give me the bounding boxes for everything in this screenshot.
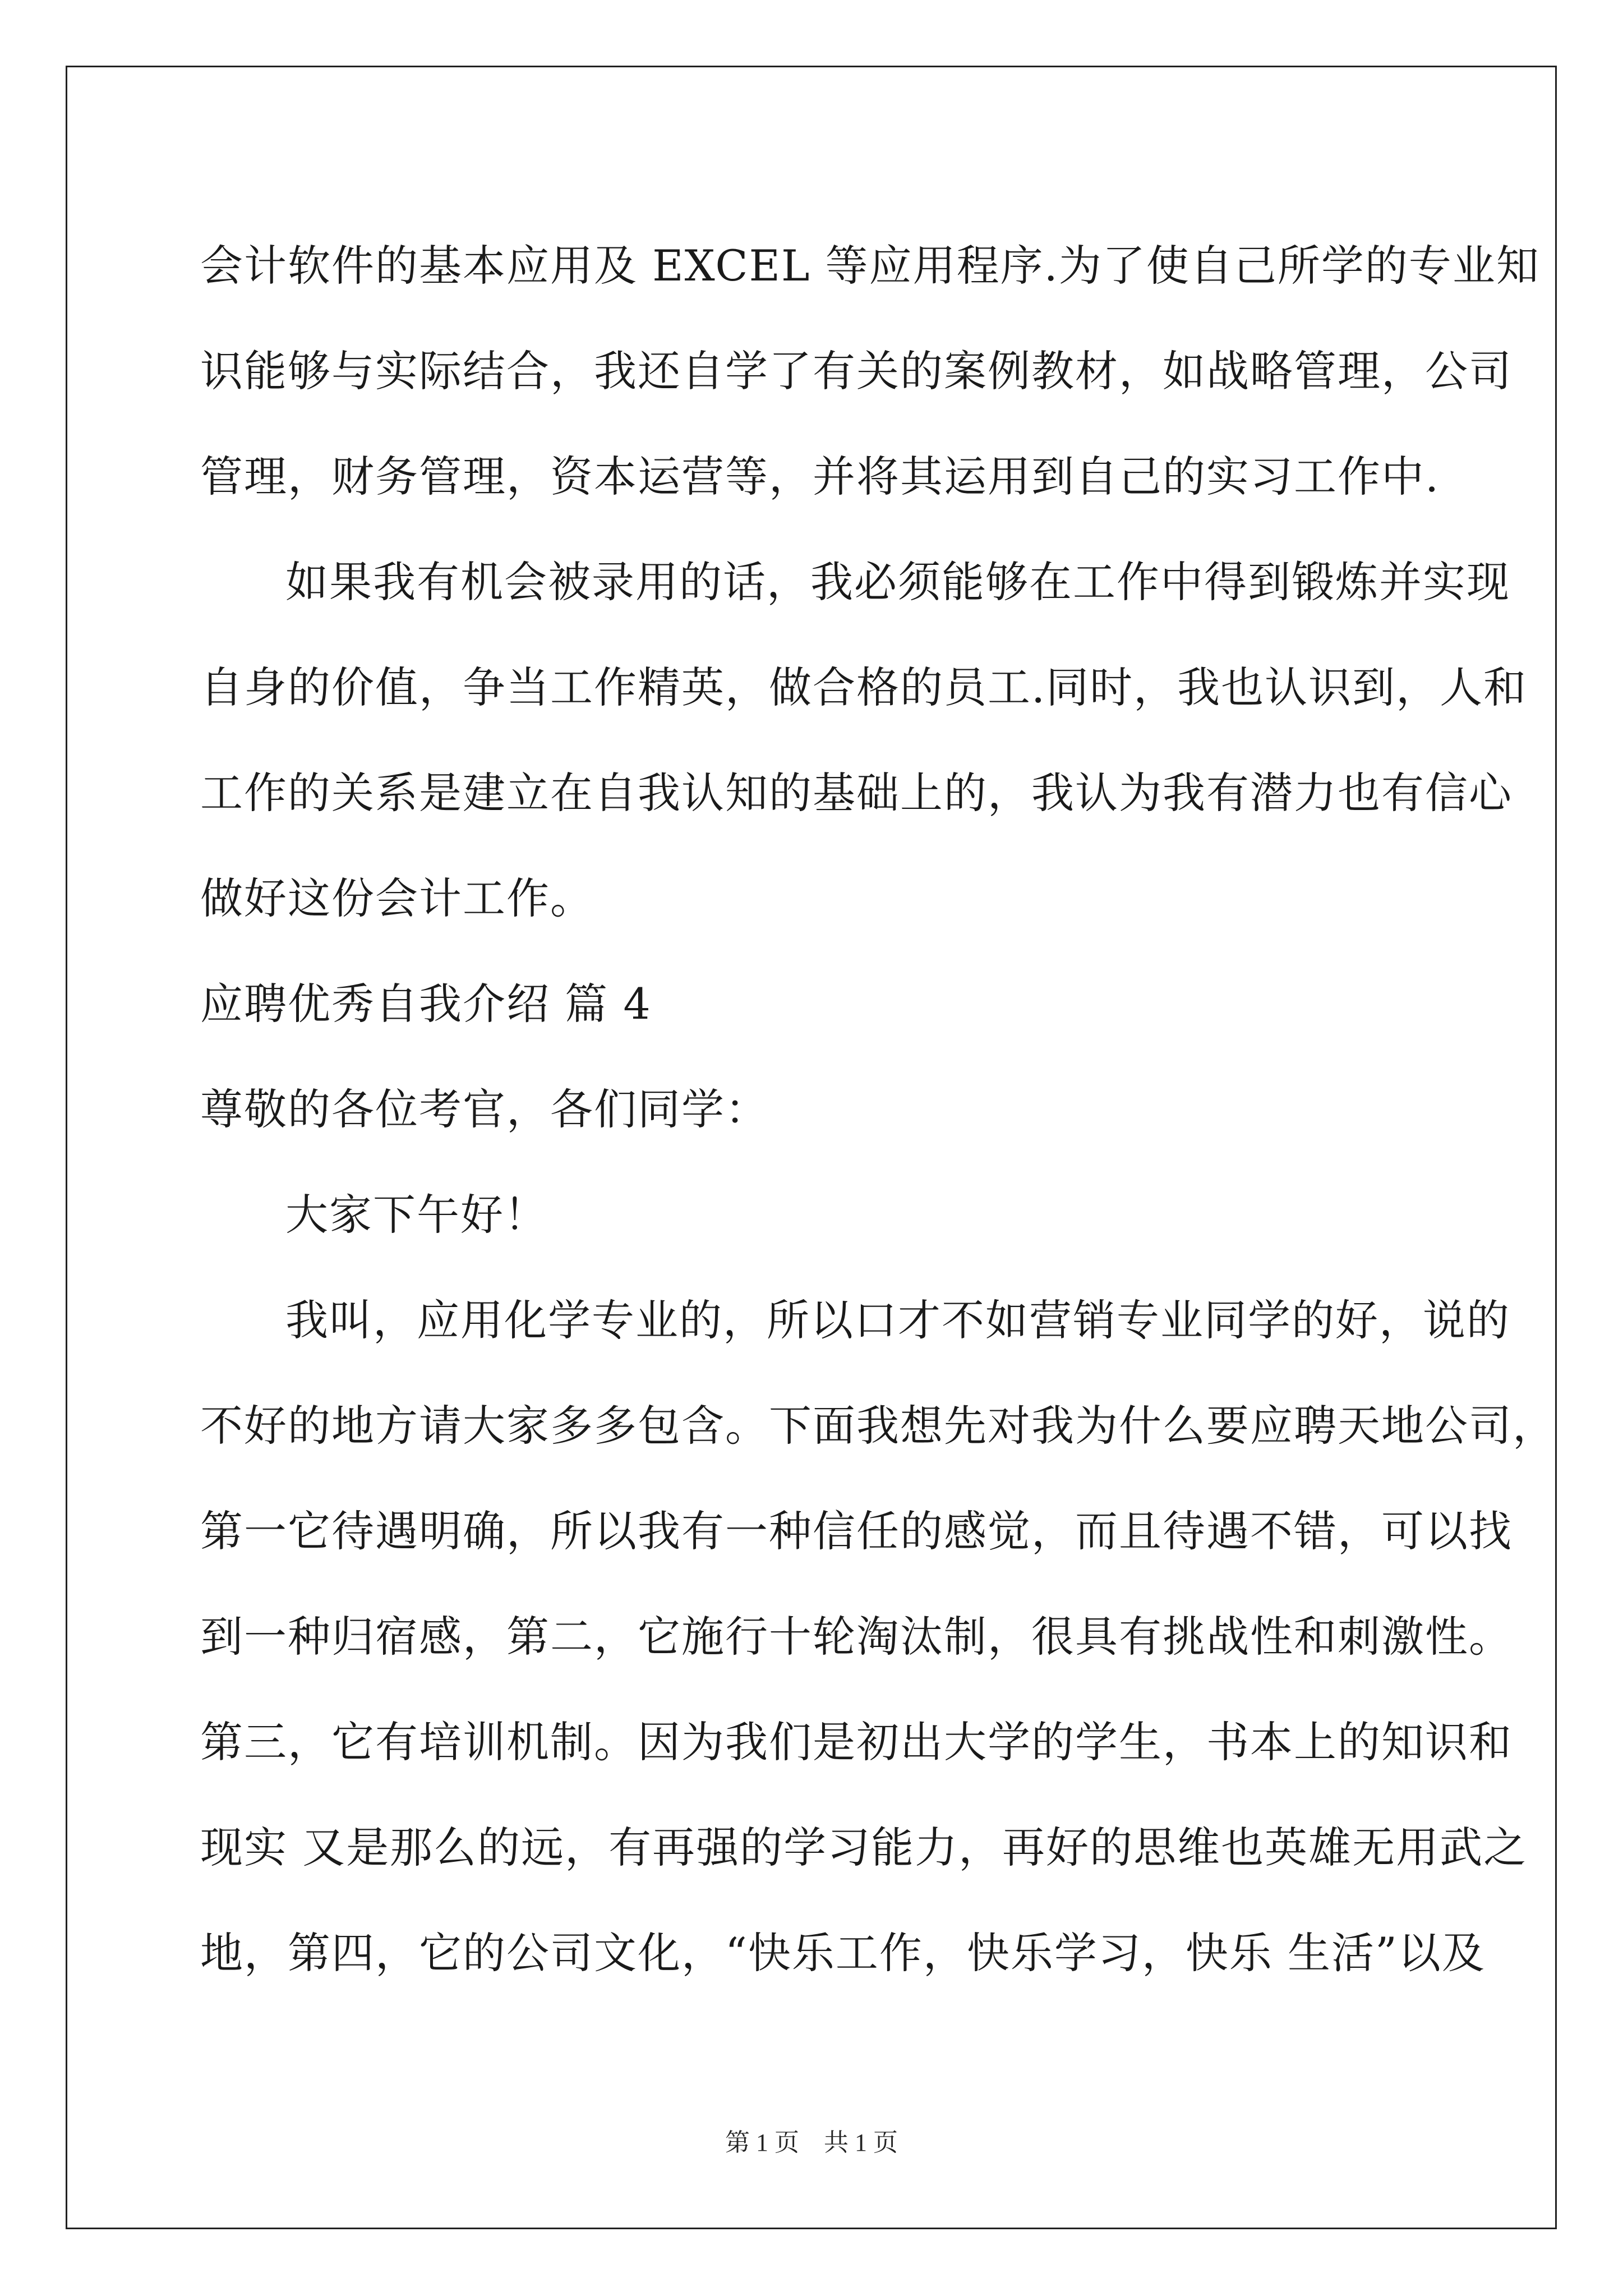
salutation: 尊敬的各位考官，各们同学：: [200, 1084, 769, 1134]
body-text-line: 不好的地方请大家多多包含。下面我想先对我为什么要应聘天地公司，: [200, 1401, 1556, 1451]
body-text-line: 如果我有机会被录用的话，我必须能够在工作中得到锻炼并实现: [285, 557, 1510, 607]
body-text-line: 会计软件的基本应用及 EXCEL 等应用程序.为了使自己所学的专业知: [200, 241, 1540, 291]
body-text-line: 我叫，应用化学专业的，所以口才不如营销专业同学的好，说的: [285, 1295, 1510, 1345]
section-heading: 应聘优秀自我介绍 篇 4: [200, 979, 652, 1029]
body-text-line: 识能够与实际结合，我还自学了有关的案例教材，如战略管理，公司: [200, 346, 1513, 396]
greeting: 大家下午好！: [285, 1190, 548, 1240]
document-body: [200, 213, 1556, 2006]
body-text-line: 第一它待遇明确，所以我有一种信任的感觉，而且待遇不错，可以找: [200, 1506, 1513, 1556]
body-text-line: 到一种归宿感，第二，它施行十轮淘汰制，很具有挑战性和刺激性。: [200, 1612, 1513, 1662]
body-text-line: 做好这份会计工作。: [200, 873, 594, 923]
body-text-line: 管理，财务管理，资本运营等，并将其运用到自己的实习工作中.: [200, 452, 1440, 501]
body-text-line: 第三，它有培训机制。因为我们是初出大学的学生，书本上的知识和: [200, 1717, 1513, 1767]
body-text-line: 自身的价值，争当工作精英，做合格的员工.同时，我也认识到，人和: [200, 662, 1528, 712]
page-number-footer: 第 1 页 共 1 页: [725, 2129, 898, 2156]
body-text-line: 工作的关系是建立在自我认知的基础上的，我认为我有潜力也有信心: [200, 768, 1513, 818]
body-text-line: 现实 又是那么的远，有再强的学习能力，再好的思维也英雄无用武之: [200, 1823, 1528, 1872]
body-text-line: 地，第四，它的公司文化，“快乐工作，快乐学习，快乐 生活”以及: [200, 1928, 1486, 1978]
